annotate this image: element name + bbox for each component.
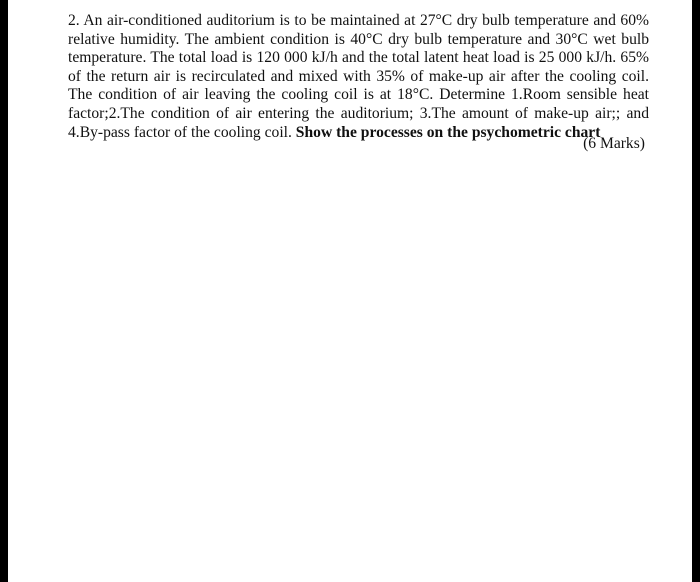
question-text — [68, 12, 649, 142]
question-body: 2. An air-conditioned auditorium is to be maintained at 27°C dry bulb temperature and 60% relative humidity. The ambient condition is 40°C dry bulb temperature and 30°C wet bulb temperature. The total load is 120 000 kJ/h and the total latent heat load is 25 000 kJ/h. 65% of the return air is recirculated and mixed with 35% of make-up air after the cooling coil. The condition of air leaving the cooling coil is at 18°C. Determine 1.Room sensible heat factor;2.The condition of air entering the auditorium; 3.The amount of make-up air;; and 4.By-pass factor of the cooling coil. — [68, 12, 649, 141]
document-page — [8, 0, 692, 582]
marks-label: (6 Marks) — [583, 135, 645, 152]
question-instruction: Show the processes on the psychometric chart — [295, 123, 601, 141]
